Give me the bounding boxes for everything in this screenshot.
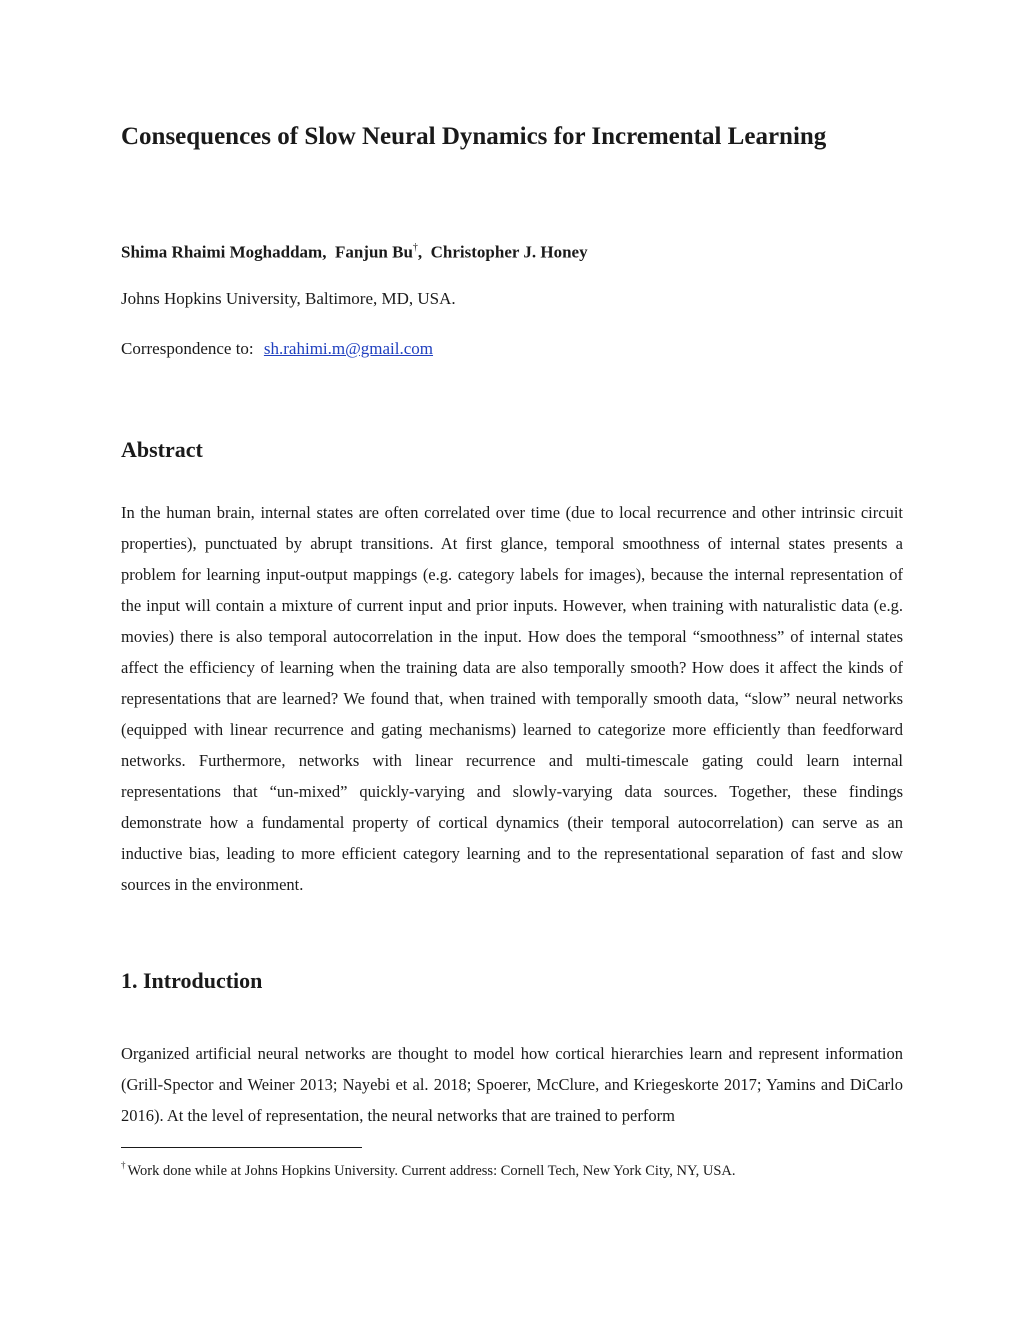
introduction-heading <box>121 966 262 996</box>
paper-title: Consequences of Slow Neural Dynamics for Incremental Learning <box>121 123 827 150</box>
correspondence-label: Correspondence to: <box>121 339 254 358</box>
affiliation: Johns Hopkins University, Baltimore, MD, USA. <box>121 289 456 308</box>
abstract-paragraph: In the human brain, internal states are often correlated over time (due to local recurrence and other intrinsic circuit properties), punctuated by abrupt transitions. At first glance, temporal smoothness of internal states presents a problem for learning input-output mappings (e.g. category labels for images), because the internal representation of the input will contain a mixture of current input and prior inputs. However, when training with naturalistic data (e.g. movies) there is also temporal autocorrelation in the input. How does the temporal “smoothness” of internal states affect the efficiency of learning when the training data are also temporally smooth? How does it affect the kinds of representations that are learned? We found that, when trained with temporally smooth data, “slow” neural networks (equipped with linear recurrence and gating mechanisms) learned to categorize more efficiently than feedforward networks. Furthermore, networks with linear recurrence and multi-timescale gating could learn internal representations that “un-mixed” quickly-varying and slowly-varying data sources. Together, these findings demonstrate how a fundamental property of cortical dynamics (their temporal autocorrelation) can serve as an inductive bias, leading to more efficient category learning and to the representational separation of fast and slow sources in the environment. <box>121 503 903 894</box>
correspondence <box>121 337 433 361</box>
author-list: Shima Rhaimi Moghaddam, Fanjun Bu†, Christopher J. Honey <box>121 242 588 262</box>
introduction-paragraph: Organized artificial neural networks are thought to model how cortical hierarchies learn and represent information (Grill-Spector and Weiner 2013; Nayebi et al. 2018; Spoerer, McClure, and Kriegeskorte 2017; Yamins and DiCarlo 2016). At the level of representation, the neural networks that are trained to perform <box>121 1044 903 1125</box>
footnote <box>121 1156 735 1181</box>
correspondence-email-link[interactable]: sh.rahimi.m@gmail.com <box>263 339 434 358</box>
author-name: Christopher J. Honey <box>430 242 588 262</box>
footnote-divider <box>121 1147 362 1148</box>
abstract-heading: Abstract <box>121 437 203 462</box>
footnote-text: Work done while at Johns Hopkins University. Current address: Cornell Tech, New York City, NY, USA. <box>127 1162 736 1179</box>
author-name: Shima Rhaimi Moghaddam <box>121 242 323 262</box>
footnote-marker: † <box>412 242 418 253</box>
section-title: Introduction <box>143 968 263 993</box>
section-number: 1. <box>121 968 138 993</box>
author-name: Fanjun Bu <box>334 242 413 262</box>
footnote-marker: † <box>121 1160 126 1170</box>
